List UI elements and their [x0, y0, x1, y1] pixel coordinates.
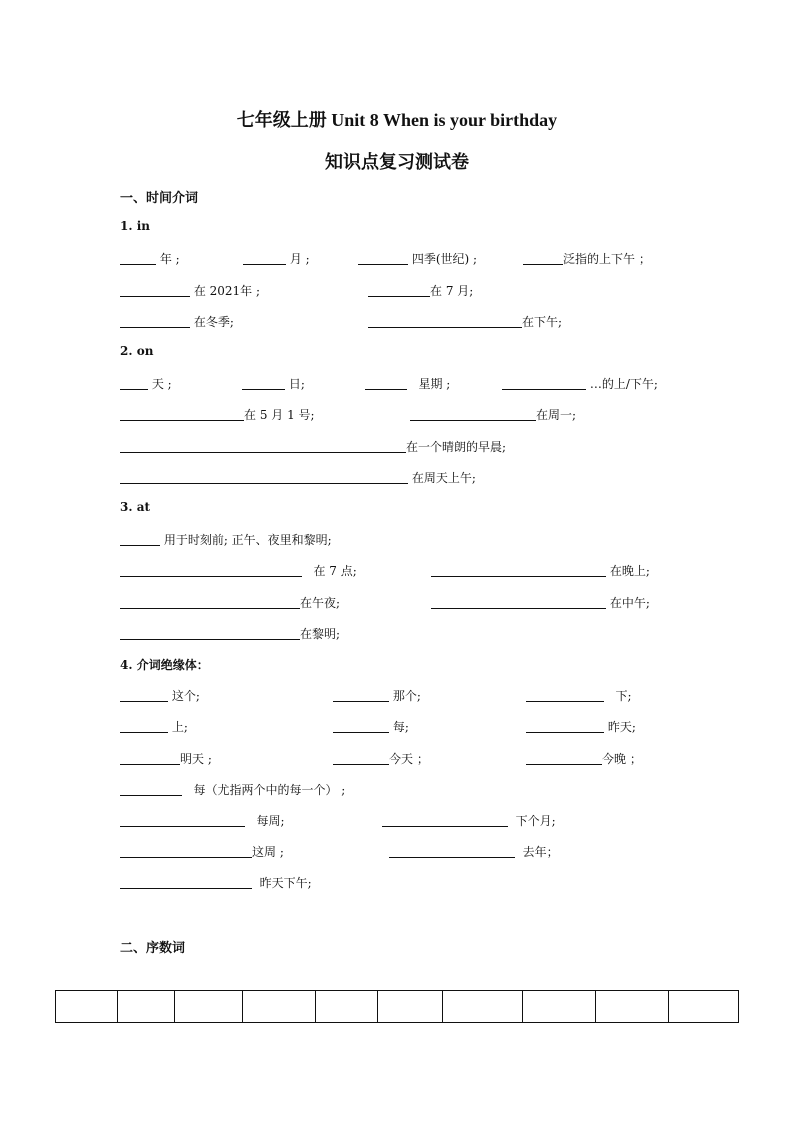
combo-row-1-item-2: 那个; — [333, 687, 421, 704]
combo-row-3-item-1: 明天 ; — [120, 750, 212, 767]
table-cell[interactable] — [596, 991, 669, 1023]
table-cell[interactable] — [443, 991, 523, 1023]
combo-row-6-item-1: 这周 ; — [120, 843, 284, 860]
answer-blank[interactable] — [523, 251, 563, 265]
answer-blank[interactable] — [368, 283, 430, 297]
table-cell[interactable] — [523, 991, 596, 1023]
combo-row-5-item-2: 下个月; — [382, 812, 556, 829]
answer-blank[interactable] — [120, 844, 252, 858]
on-row-1-item-4: …的上/下午; — [502, 375, 658, 392]
at-row-1: 用于时刻前; 正午、夜里和黎明; — [120, 531, 332, 548]
table-cell[interactable] — [378, 991, 443, 1023]
at-row-2-item-1: 在 7 点; — [120, 562, 357, 579]
at-row-3-item-1: 在午夜; — [120, 594, 340, 611]
page-subtitle: 知识点复习测试卷 — [325, 152, 469, 172]
section-heading-ordinals: 二、序数词 — [120, 941, 186, 956]
answer-blank[interactable] — [120, 719, 168, 733]
combo-row-3-item-2: 今天 ； — [333, 750, 429, 767]
in-row-1-item-3: 四季(世纪) ; — [358, 250, 477, 267]
answer-blank[interactable] — [358, 251, 408, 265]
table-cell[interactable] — [316, 991, 378, 1023]
in-row-3-item-1: 在冬季; — [120, 313, 234, 330]
combo-row-2-item-3: 昨天; — [526, 718, 636, 735]
answer-blank[interactable] — [431, 595, 606, 609]
combo-row-4: 每（尤指两个中的每一个） ; — [120, 781, 345, 798]
in-row-2-item-2: 在 7 月; — [368, 282, 473, 299]
answer-blank[interactable] — [502, 376, 586, 390]
answer-blank[interactable] — [120, 376, 148, 390]
answer-blank[interactable] — [410, 407, 536, 421]
answer-blank[interactable] — [365, 376, 407, 390]
on-row-1-item-3: 星期 ; — [365, 375, 450, 392]
combo-row-1-item-1: 这个; — [120, 687, 200, 704]
on-row-1-item-1: 天 ; — [120, 375, 172, 392]
subsection-at-label: 3. at — [120, 500, 151, 514]
table-cell[interactable] — [175, 991, 243, 1023]
answer-blank[interactable] — [120, 283, 190, 297]
at-row-2-item-2: 在晚上; — [431, 562, 650, 579]
answer-blank[interactable] — [431, 563, 606, 577]
on-row-3: 在一个晴朗的早晨; — [120, 438, 506, 455]
answer-blank[interactable] — [526, 719, 604, 733]
answer-blank[interactable] — [120, 813, 245, 827]
answer-blank[interactable] — [120, 407, 244, 421]
on-row-2-item-2: 在周一; — [410, 406, 576, 423]
section-heading-prepositions: 一、时间介词 — [120, 191, 199, 206]
answer-blank[interactable] — [526, 688, 604, 702]
answer-blank[interactable] — [120, 563, 302, 577]
on-row-2-item-1: 在 5 月 1 号; — [120, 406, 315, 423]
combo-row-5-item-1: 每周; — [120, 812, 285, 829]
answer-blank[interactable] — [120, 595, 300, 609]
answer-blank[interactable] — [120, 626, 300, 640]
combo-row-7: 昨天下午; — [120, 874, 312, 891]
table-cell[interactable] — [56, 991, 118, 1023]
answer-blank[interactable] — [333, 751, 389, 765]
on-row-1-item-2: 日; — [242, 375, 305, 392]
in-row-1-item-1: 年 ; — [120, 250, 180, 267]
combo-row-6-item-2: 去年； — [389, 843, 559, 860]
table-cell[interactable] — [118, 991, 175, 1023]
in-row-2-item-1: 在 2021年 ; — [120, 282, 260, 299]
combo-row-2-item-2: 每; — [333, 718, 409, 735]
in-row-1-item-4: 泛指的上下午 ； — [523, 250, 651, 267]
answer-blank[interactable] — [389, 844, 515, 858]
subsection-on-label: 2. on — [120, 344, 154, 358]
answer-blank[interactable] — [526, 751, 602, 765]
answer-blank[interactable] — [120, 751, 180, 765]
at-row-4: 在黎明; — [120, 625, 340, 642]
answer-blank[interactable] — [120, 782, 182, 796]
answer-blank[interactable] — [333, 688, 389, 702]
on-row-4: 在周天上午; — [120, 469, 476, 486]
answer-blank[interactable] — [333, 719, 389, 733]
answer-blank[interactable] — [120, 470, 408, 484]
combo-row-1-item-3: 下; — [526, 687, 632, 704]
answer-blank[interactable] — [120, 314, 190, 328]
subsection-combo-label: 4. 介词绝缘体： — [120, 658, 209, 672]
answer-blank[interactable] — [382, 813, 508, 827]
answer-blank[interactable] — [120, 688, 168, 702]
table-row — [56, 991, 739, 1023]
table-cell[interactable] — [669, 991, 739, 1023]
subsection-in-label: 1. in — [120, 219, 150, 233]
combo-row-3-item-3: 今晚 ； — [526, 750, 642, 767]
answer-blank[interactable] — [368, 314, 522, 328]
page-title: 七年级上册 Unit 8 When is your birthday — [236, 110, 558, 130]
answer-blank[interactable] — [242, 376, 285, 390]
answer-blank[interactable] — [120, 875, 252, 889]
in-row-3-item-2: 在下午; — [368, 313, 562, 330]
in-row-1-item-2: 月 ; — [243, 250, 310, 267]
answer-blank[interactable] — [243, 251, 286, 265]
answer-blank[interactable] — [120, 251, 156, 265]
answer-blank[interactable] — [120, 439, 406, 453]
ordinal-number-table — [55, 990, 739, 1023]
combo-row-2-item-1: 上; — [120, 718, 188, 735]
table-cell[interactable] — [243, 991, 316, 1023]
answer-blank[interactable] — [120, 532, 160, 546]
at-row-3-item-2: 在中午; — [431, 594, 650, 611]
